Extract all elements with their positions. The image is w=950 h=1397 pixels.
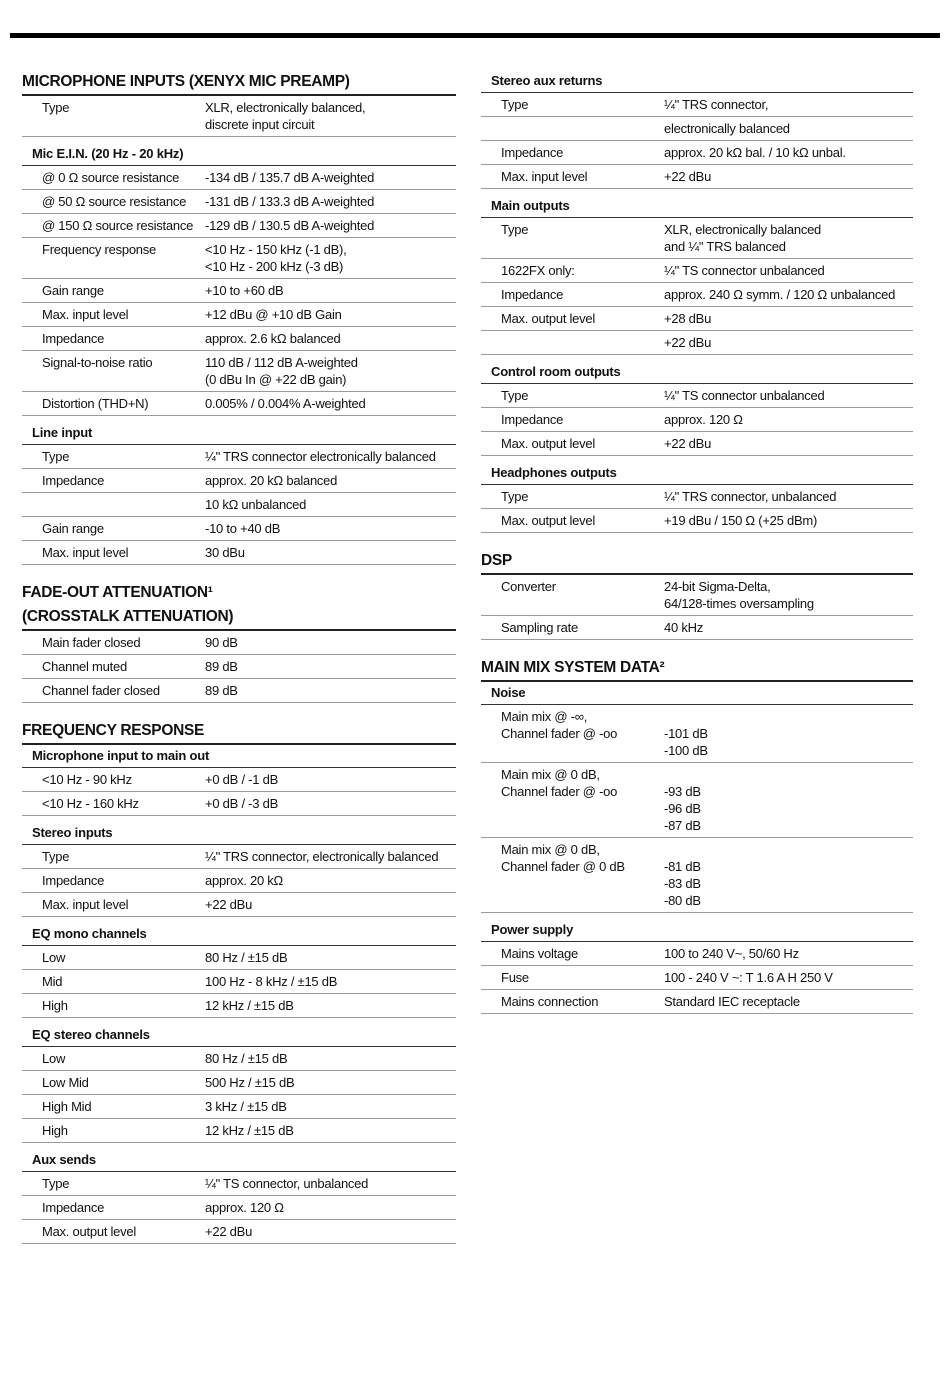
spec-row bbox=[22, 445, 456, 469]
spec-value: Standard IEC receptacle bbox=[664, 994, 800, 1009]
spec-value: +28 dBu bbox=[664, 311, 712, 326]
spec-label: Main fader closed bbox=[42, 635, 141, 650]
spec-value: ¼" TRS connector, unbalanced bbox=[664, 489, 837, 504]
spec-value: 80 Hz / ±15 dB bbox=[205, 1051, 288, 1066]
spec-value: +19 dBu / 150 Ω (+25 dBm) bbox=[664, 513, 818, 528]
spec-label: Impedance bbox=[42, 331, 105, 346]
spec-row bbox=[22, 1196, 456, 1220]
spec-row bbox=[22, 970, 456, 994]
spec-value: 110 dB / 112 dB A-weighted (0 dBu In @ +22 dB gain) bbox=[205, 355, 358, 387]
spec-row bbox=[481, 616, 913, 640]
spec-row bbox=[22, 845, 456, 869]
spec-label: Fuse bbox=[501, 970, 529, 985]
spec-row bbox=[22, 768, 456, 792]
spec-value: approx. 20 kΩ balanced bbox=[205, 473, 338, 488]
spec-label: Mains connection bbox=[501, 994, 599, 1009]
spec-row bbox=[22, 946, 456, 970]
spec-value: 89 dB bbox=[205, 659, 238, 674]
spec-value: XLR, electronically balanced and ¼" TRS balanced bbox=[664, 222, 822, 254]
spec-label: Impedance bbox=[501, 287, 564, 302]
section-title-frequency-response: FREQUENCY RESPONSE bbox=[22, 717, 456, 745]
spec-row bbox=[481, 384, 913, 408]
spec-value: approx. 20 kΩ bal. / 10 kΩ unbal. bbox=[664, 145, 846, 160]
spec-label: Low bbox=[42, 950, 66, 965]
spec-value: +12 dBu @ +10 dB Gain bbox=[205, 307, 342, 322]
subsection-title-stereo-inputs: Stereo inputs bbox=[22, 822, 456, 845]
spec-row bbox=[22, 679, 456, 703]
spec-label: Channel fader closed bbox=[42, 683, 160, 698]
spec-value: ¼" TS connector unbalanced bbox=[664, 388, 825, 403]
spec-label: Max. output level bbox=[42, 1224, 137, 1239]
spec-label: Max. input level bbox=[42, 307, 129, 322]
subsection-title-control-room-outputs: Control room outputs bbox=[481, 361, 913, 384]
spec-value: +0 dB / -3 dB bbox=[205, 796, 278, 811]
subsection-title-main-outputs: Main outputs bbox=[481, 195, 913, 218]
spec-label: Type bbox=[501, 489, 529, 504]
spec-value: -131 dB / 133.3 dB A-weighted bbox=[205, 194, 375, 209]
spec-value: approx. 2.6 kΩ balanced bbox=[205, 331, 341, 346]
spec-row bbox=[481, 117, 913, 141]
spec-row bbox=[22, 631, 456, 655]
spec-label: Converter bbox=[501, 579, 556, 594]
spec-value: +22 dBu bbox=[205, 1224, 253, 1239]
spec-row bbox=[481, 509, 913, 533]
spec-label: Type bbox=[42, 449, 70, 464]
spec-row bbox=[22, 1119, 456, 1143]
spec-value: ¼" TS connector, unbalanced bbox=[205, 1176, 369, 1191]
spec-label: Signal-to-noise ratio bbox=[42, 355, 153, 370]
subsection-title-stereo-aux-returns: Stereo aux returns bbox=[481, 70, 913, 93]
spec-row bbox=[22, 1095, 456, 1119]
spec-label: Main mix @ 0 dB, Channel fader @ -oo bbox=[501, 767, 618, 799]
spec-row bbox=[22, 994, 456, 1018]
spec-row bbox=[22, 327, 456, 351]
spec-value: +22 dBu bbox=[664, 436, 712, 451]
spec-label bbox=[501, 120, 664, 137]
spec-value: 100 to 240 V~, 50/60 Hz bbox=[664, 946, 799, 961]
spec-row bbox=[481, 485, 913, 509]
spec-label: Channel muted bbox=[42, 659, 127, 674]
spec-label: <10 Hz - 90 kHz bbox=[42, 772, 132, 787]
right-column bbox=[481, 70, 913, 1014]
spec-value: approx. 120 Ω bbox=[205, 1200, 284, 1215]
section-title-main-mix-system-data: MAIN MIX SYSTEM DATA² bbox=[481, 654, 913, 682]
spec-value: 40 kHz bbox=[664, 620, 703, 635]
spec-label: Type bbox=[501, 97, 529, 112]
spec-label: Max. output level bbox=[501, 436, 596, 451]
spec-value: 89 dB bbox=[205, 683, 238, 698]
spec-value: electronically balanced bbox=[664, 121, 790, 136]
spec-row bbox=[481, 942, 913, 966]
spec-value: 80 Hz / ±15 dB bbox=[205, 950, 288, 965]
spec-label: Max. output level bbox=[501, 513, 596, 528]
spec-label: Low Mid bbox=[42, 1075, 89, 1090]
spec-label: Gain range bbox=[42, 283, 104, 298]
spec-value: 12 kHz / ±15 dB bbox=[205, 1123, 294, 1138]
spec-label: @ 0 Ω source resistance bbox=[42, 170, 180, 185]
spec-value: approx. 240 Ω symm. / 120 Ω unbalanced bbox=[664, 287, 896, 302]
spec-row bbox=[22, 541, 456, 565]
spec-row bbox=[481, 307, 913, 331]
spec-label: Max. input level bbox=[42, 545, 129, 560]
spec-value: 3 kHz / ±15 dB bbox=[205, 1099, 287, 1114]
spec-label: Max. input level bbox=[501, 169, 588, 184]
spec-row bbox=[481, 763, 913, 838]
spec-value: +22 dBu bbox=[664, 335, 712, 350]
spec-row bbox=[22, 493, 456, 517]
spec-label: Mains voltage bbox=[501, 946, 578, 961]
section-title-fade-out-attenuation-crosstalk-attenuation: FADE-OUT ATTENUATION¹ (CROSSTALK ATTENUATION) bbox=[22, 579, 456, 631]
spec-row bbox=[22, 469, 456, 493]
spec-value: ¼" TRS connector, bbox=[664, 97, 769, 112]
spec-value: approx. 20 kΩ bbox=[205, 873, 284, 888]
spec-label: @ 50 Ω source resistance bbox=[42, 194, 187, 209]
spec-label: Type bbox=[42, 100, 70, 115]
spec-value: -129 dB / 130.5 dB A-weighted bbox=[205, 218, 375, 233]
spec-row bbox=[22, 1172, 456, 1196]
spec-value: approx. 120 Ω bbox=[664, 412, 743, 427]
spec-value: 0.005% / 0.004% A-weighted bbox=[205, 396, 366, 411]
spec-value: +0 dB / -1 dB bbox=[205, 772, 278, 787]
spec-row bbox=[481, 259, 913, 283]
spec-label: Max. output level bbox=[501, 311, 596, 326]
subsection-title-eq-mono-channels: EQ mono channels bbox=[22, 923, 456, 946]
spec-value: 12 kHz / ±15 dB bbox=[205, 998, 294, 1013]
subsection-title-headphones-outputs: Headphones outputs bbox=[481, 462, 913, 485]
spec-row bbox=[481, 966, 913, 990]
spec-label: <10 Hz - 160 kHz bbox=[42, 796, 139, 811]
spec-value: ¼" TRS connector, electronically balanced bbox=[205, 849, 439, 864]
spec-row bbox=[22, 392, 456, 416]
spec-row bbox=[22, 166, 456, 190]
spec-row bbox=[22, 517, 456, 541]
spec-label: 1622FX only: bbox=[501, 263, 575, 278]
spec-value: -81 dB -83 dB -80 dB bbox=[664, 859, 701, 908]
subsection-title-power-supply: Power supply bbox=[481, 919, 913, 942]
spec-label: Max. input level bbox=[42, 897, 129, 912]
spec-value: +10 to +60 dB bbox=[205, 283, 284, 298]
spec-row bbox=[22, 893, 456, 917]
left-column bbox=[22, 70, 456, 1244]
spec-label: Type bbox=[42, 849, 70, 864]
subsection-title-noise: Noise bbox=[481, 682, 913, 705]
spec-row bbox=[22, 279, 456, 303]
spec-label: Impedance bbox=[501, 412, 564, 427]
spec-label: Mid bbox=[42, 974, 63, 989]
spec-label: Impedance bbox=[42, 873, 105, 888]
spec-label: High bbox=[42, 1123, 68, 1138]
spec-label: Type bbox=[501, 222, 529, 237]
spec-row bbox=[481, 575, 913, 616]
spec-row bbox=[481, 283, 913, 307]
spec-row bbox=[481, 408, 913, 432]
spec-value: 30 dBu bbox=[205, 545, 245, 560]
spec-label: Low bbox=[42, 1051, 66, 1066]
subsection-title-eq-stereo-channels: EQ stereo channels bbox=[22, 1024, 456, 1047]
spec-row bbox=[481, 218, 913, 259]
spec-label: Sampling rate bbox=[501, 620, 578, 635]
spec-row bbox=[22, 303, 456, 327]
spec-row bbox=[481, 705, 913, 763]
spec-row bbox=[481, 432, 913, 456]
spec-value: 500 Hz / ±15 dB bbox=[205, 1075, 295, 1090]
spec-label: Frequency response bbox=[42, 242, 157, 257]
spec-value: ¼" TS connector unbalanced bbox=[664, 263, 825, 278]
spec-row bbox=[22, 238, 456, 279]
spec-row bbox=[481, 93, 913, 117]
spec-row bbox=[22, 655, 456, 679]
spec-label: Impedance bbox=[42, 1200, 105, 1215]
spec-label: @ 150 Ω source resistance bbox=[42, 218, 194, 233]
spec-row bbox=[22, 869, 456, 893]
spec-label: Distortion (THD+N) bbox=[42, 396, 149, 411]
spec-row bbox=[22, 792, 456, 816]
subsection-title-mic-e-i-n-20-hz-20-khz: Mic E.I.N. (20 Hz - 20 kHz) bbox=[22, 143, 456, 166]
spec-label bbox=[501, 334, 664, 351]
spec-label: High Mid bbox=[42, 1099, 92, 1114]
spec-label: Gain range bbox=[42, 521, 104, 536]
spec-row bbox=[22, 214, 456, 238]
spec-row bbox=[22, 1071, 456, 1095]
spec-value: 10 kΩ unbalanced bbox=[205, 497, 307, 512]
spec-value: -134 dB / 135.7 dB A-weighted bbox=[205, 170, 375, 185]
spec-value: +22 dBu bbox=[664, 169, 712, 184]
spec-row bbox=[481, 141, 913, 165]
spec-value: -10 to +40 dB bbox=[205, 521, 281, 536]
spec-row bbox=[22, 190, 456, 214]
spec-row bbox=[22, 1047, 456, 1071]
spec-value: 90 dB bbox=[205, 635, 238, 650]
subsection-title-aux-sends: Aux sends bbox=[22, 1149, 456, 1172]
spec-row bbox=[481, 838, 913, 913]
spec-label bbox=[42, 496, 205, 513]
spec-row bbox=[481, 331, 913, 355]
spec-value: -101 dB -100 dB bbox=[664, 726, 708, 758]
spec-value: ¼" TRS connector electronically balanced bbox=[205, 449, 436, 464]
spec-label: Main mix @ -∞, Channel fader @ -oo bbox=[501, 709, 618, 741]
section-title-microphone-inputs-xenyx-mic-preamp: MICROPHONE INPUTS (XENYX MIC PREAMP) bbox=[22, 70, 456, 96]
spec-value: <10 Hz - 150 kHz (-1 dB), <10 Hz - 200 kHz (-3 dB) bbox=[205, 242, 347, 274]
spec-value: 24-bit Sigma-Delta, 64/128-times oversampling bbox=[664, 579, 814, 611]
spec-value: XLR, electronically balanced, discrete input circuit bbox=[205, 100, 366, 132]
spec-row bbox=[481, 165, 913, 189]
spec-row bbox=[481, 990, 913, 1014]
spec-label: Impedance bbox=[501, 145, 564, 160]
spec-label: Impedance bbox=[42, 473, 105, 488]
spec-row bbox=[22, 1220, 456, 1244]
spec-value: 100 - 240 V ~: T 1.6 A H 250 V bbox=[664, 970, 833, 985]
subsection-title-line-input: Line input bbox=[22, 422, 456, 445]
spec-value: -93 dB -96 dB -87 dB bbox=[664, 784, 701, 833]
spec-label: Main mix @ 0 dB, Channel fader @ 0 dB bbox=[501, 842, 625, 874]
spec-value: 100 Hz - 8 kHz / ±15 dB bbox=[205, 974, 338, 989]
spec-value: +22 dBu bbox=[205, 897, 253, 912]
spec-label: Type bbox=[501, 388, 529, 403]
spec-row bbox=[22, 96, 456, 137]
subsection-title-microphone-input-to-main-out: Microphone input to main out bbox=[22, 745, 456, 768]
section-title-dsp: DSP bbox=[481, 547, 913, 575]
spec-row bbox=[22, 351, 456, 392]
spec-label: High bbox=[42, 998, 68, 1013]
spec-label: Type bbox=[42, 1176, 70, 1191]
top-rule bbox=[10, 33, 940, 38]
